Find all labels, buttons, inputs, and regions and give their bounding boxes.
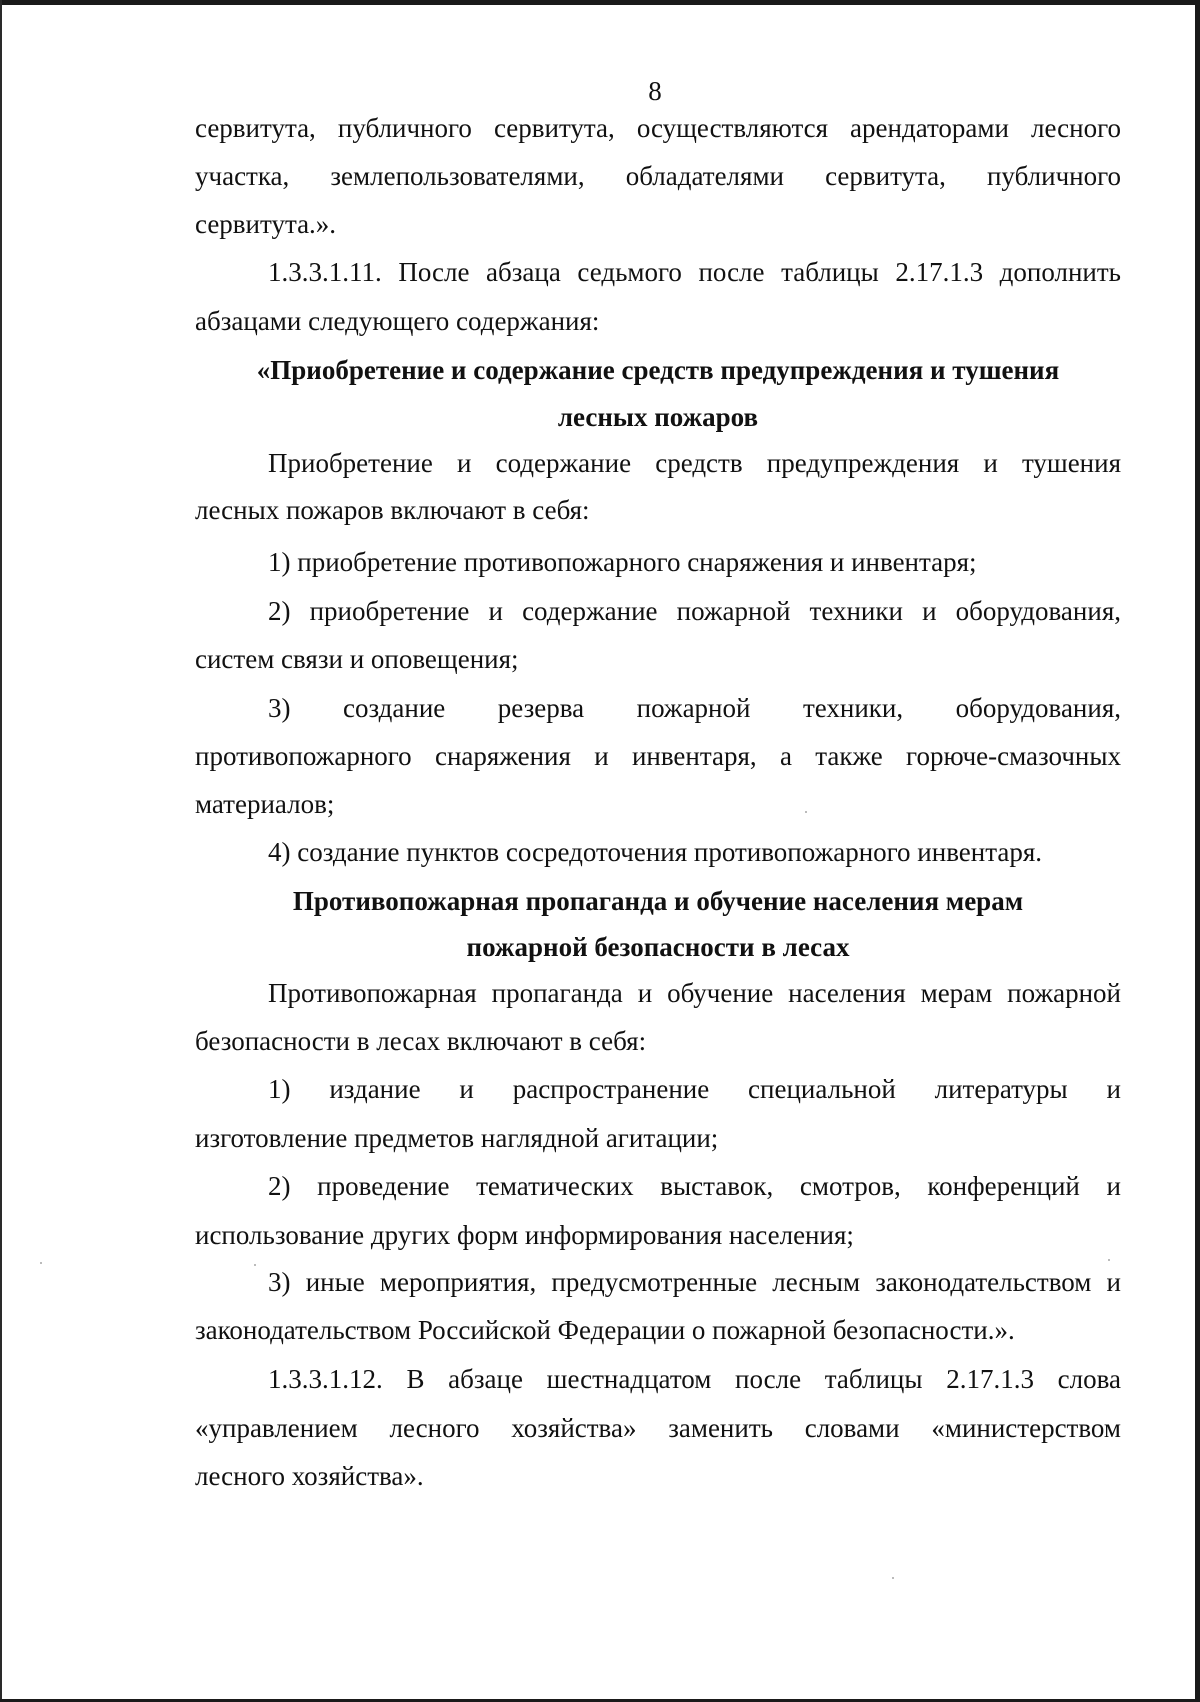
list-item: 1) издание и распространение специальной литературы и: [268, 1074, 1121, 1104]
body-line: сервитута.».: [195, 209, 337, 239]
body-line: абзацами следующего содержания:: [195, 306, 600, 336]
list-item: 2) проведение тематических выставок, смотров, конференций и: [268, 1171, 1121, 1201]
section-heading: «Приобретение и содержание средств предупреждения и тушения: [256, 355, 1060, 385]
section-heading: пожарной безопасности в лесах: [466, 932, 850, 962]
body-line: Противопожарная пропаганда и обучение населения мерам пожарной: [268, 978, 1121, 1008]
body-line: законодательством Российской Федерации о пожарной безопасности.».: [195, 1315, 1015, 1345]
page-number: 8: [648, 76, 662, 106]
body-line: материалов;: [195, 789, 335, 819]
scan-speck: [1108, 1259, 1110, 1261]
body-line: Приобретение и содержание средств предупреждения и тушения: [268, 448, 1121, 478]
scan-speck: [892, 1577, 894, 1579]
section-heading: Противопожарная пропаганда и обучение населения мерам: [292, 886, 1024, 916]
body-line: безопасности в лесах включают в себя:: [195, 1026, 647, 1056]
body-line: лесных пожаров включают в себя:: [195, 495, 590, 525]
list-item: 3) иные мероприятия, предусмотренные лесным законодательством и: [268, 1267, 1121, 1297]
body-line: 1.3.3.1.11. После абзаца седьмого после таблицы 2.17.1.3 дополнить: [268, 257, 1121, 287]
scan-speck: [254, 1264, 256, 1266]
list-item: 2) приобретение и содержание пожарной техники и оборудования,: [268, 596, 1121, 626]
body-line: сервитута, публичного сервитута, осуществляются арендаторами лесного: [195, 113, 1121, 143]
scan-speck: [805, 811, 807, 813]
body-line: 1.3.3.1.12. В абзаце шестнадцатом после таблицы 2.17.1.3 слова: [268, 1364, 1121, 1394]
body-line: лесного хозяйства».: [195, 1461, 424, 1491]
body-line: противопожарного снаряжения и инвентаря, а также горюче-смазочных: [195, 741, 1121, 771]
body-line: «управлением лесного хозяйства» заменить словами «министерством: [195, 1413, 1121, 1443]
body-line: систем связи и оповещения;: [195, 644, 519, 674]
list-item: 3) создание резерва пожарной техники, оборудования,: [268, 693, 1121, 723]
section-heading: лесных пожаров: [557, 402, 759, 432]
body-line: использование других форм информирования населения;: [195, 1220, 854, 1250]
list-item: 4) создание пунктов сосредоточения противопожарного инвентаря.: [268, 837, 1043, 867]
scan-speck: [40, 1262, 42, 1264]
body-line: изготовление предметов наглядной агитации;: [195, 1123, 719, 1153]
list-item: 1) приобретение противопожарного снаряжения и инвентаря;: [268, 547, 977, 577]
body-line: участка, землепользователями, обладателями сервитута, публичного: [195, 161, 1121, 191]
